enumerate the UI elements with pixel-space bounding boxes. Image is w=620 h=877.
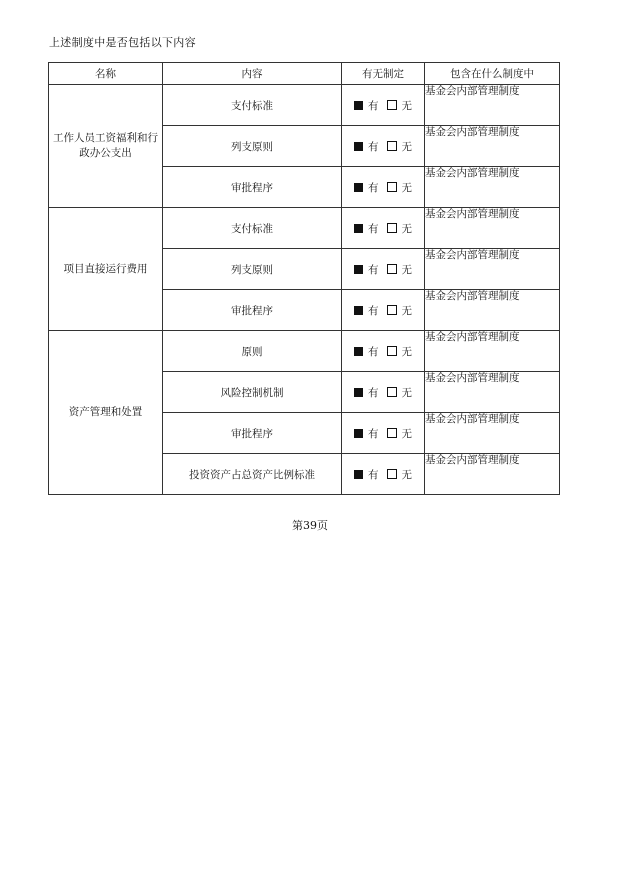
system-cell: 基金会内部管理制度: [425, 167, 560, 208]
status-yes-label: 有: [368, 222, 379, 235]
unchecked-box-icon: [387, 182, 397, 192]
unchecked-box-icon: [387, 141, 397, 151]
status-yes-label: 有: [368, 427, 379, 440]
checked-box-icon: [354, 101, 363, 110]
status-yes-label: 有: [368, 386, 379, 399]
header-status: 有无制定: [342, 63, 425, 85]
header-content: 内容: [163, 63, 342, 85]
checked-box-icon: [354, 306, 363, 315]
status-cell: [342, 208, 425, 249]
item-cell: 审批程序: [163, 290, 342, 331]
system-cell: 基金会内部管理制度: [425, 413, 560, 454]
status-no-label: 无: [401, 222, 412, 235]
unchecked-box-icon: [387, 100, 397, 110]
item-cell: 列支原则: [163, 126, 342, 167]
unchecked-box-icon: [387, 264, 397, 274]
system-cell: 基金会内部管理制度: [425, 331, 560, 372]
unchecked-box-icon: [387, 346, 397, 356]
status-yes-label: 有: [368, 99, 379, 112]
unchecked-box-icon: [387, 469, 397, 479]
item-cell: 审批程序: [163, 167, 342, 208]
header-name: 名称: [49, 63, 163, 85]
table-row: [49, 331, 560, 372]
status-no-label: 无: [401, 99, 412, 112]
status-yes-label: 有: [368, 345, 379, 358]
status-cell: [342, 249, 425, 290]
status-yes-label: 有: [368, 468, 379, 481]
status-no-label: 无: [401, 263, 412, 276]
status-cell: [342, 372, 425, 413]
question-heading: 上述制度中是否包括以下内容: [49, 36, 196, 49]
item-cell: 支付标准: [163, 208, 342, 249]
status-cell: [342, 126, 425, 167]
unchecked-box-icon: [387, 428, 397, 438]
table-row: [49, 85, 560, 126]
policy-table: [48, 62, 560, 495]
status-no-label: 无: [401, 345, 412, 358]
status-no-label: 无: [401, 468, 412, 481]
status-no-label: 无: [401, 181, 412, 194]
header-system: 包含在什么制度中: [425, 63, 560, 85]
status-yes-label: 有: [368, 304, 379, 317]
checked-box-icon: [354, 142, 363, 151]
system-cell: 基金会内部管理制度: [425, 290, 560, 331]
item-cell: 审批程序: [163, 413, 342, 454]
system-cell: 基金会内部管理制度: [425, 208, 560, 249]
status-cell: [342, 290, 425, 331]
item-cell: 列支原则: [163, 249, 342, 290]
status-cell: [342, 454, 425, 495]
status-no-label: 无: [401, 304, 412, 317]
status-cell: [342, 413, 425, 454]
status-cell: [342, 331, 425, 372]
table-row: [49, 208, 560, 249]
system-cell: 基金会内部管理制度: [425, 454, 560, 495]
status-no-label: 无: [401, 140, 412, 153]
status-yes-label: 有: [368, 140, 379, 153]
item-cell: 投资资产占总资产比例标准: [163, 454, 342, 495]
status-no-label: 无: [401, 386, 412, 399]
unchecked-box-icon: [387, 387, 397, 397]
item-cell: 风险控制机制: [163, 372, 342, 413]
system-cell: 基金会内部管理制度: [425, 126, 560, 167]
unchecked-box-icon: [387, 305, 397, 315]
checked-box-icon: [354, 470, 363, 479]
checked-box-icon: [354, 429, 363, 438]
checked-box-icon: [354, 388, 363, 397]
system-cell: 基金会内部管理制度: [425, 372, 560, 413]
item-cell: 支付标准: [163, 85, 342, 126]
checked-box-icon: [354, 224, 363, 233]
status-yes-label: 有: [368, 263, 379, 276]
item-cell: 原则: [163, 331, 342, 372]
checked-box-icon: [354, 183, 363, 192]
unchecked-box-icon: [387, 223, 397, 233]
checked-box-icon: [354, 347, 363, 356]
status-no-label: 无: [401, 427, 412, 440]
page-number: 第39页: [292, 519, 328, 532]
category-cell: 项目直接运行费用: [49, 208, 163, 331]
category-cell: 资产管理和处置: [49, 331, 163, 495]
table-header-row: [49, 63, 560, 85]
checked-box-icon: [354, 265, 363, 274]
status-yes-label: 有: [368, 181, 379, 194]
category-cell: 工作人员工资福利和行政办公支出: [49, 85, 163, 208]
system-cell: 基金会内部管理制度: [425, 249, 560, 290]
status-cell: [342, 85, 425, 126]
status-cell: [342, 167, 425, 208]
system-cell: 基金会内部管理制度: [425, 85, 560, 126]
